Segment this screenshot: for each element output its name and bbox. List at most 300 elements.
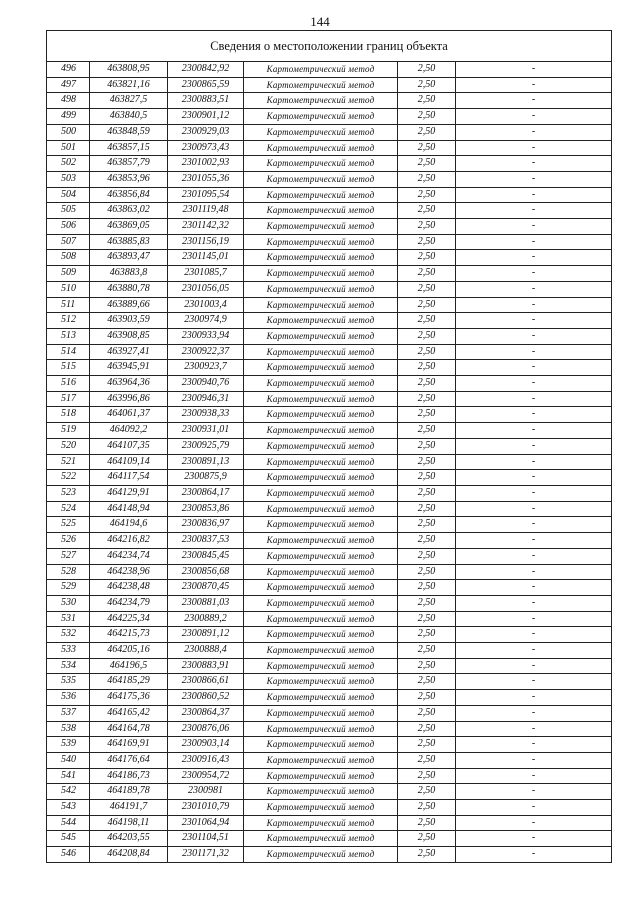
cell-precision: 2,50 <box>398 266 456 282</box>
cell-method: Картометрический метод <box>244 266 398 282</box>
cell-precision: 2,50 <box>398 219 456 235</box>
cell-method: Картометрический метод <box>244 438 398 454</box>
table-row <box>47 438 612 454</box>
cell-point-number: 509 <box>47 266 90 282</box>
table-row <box>47 266 612 282</box>
cell-x-coordinate: 464238,48 <box>90 580 168 596</box>
cell-point-number: 503 <box>47 171 90 187</box>
cell-point-number: 545 <box>47 831 90 847</box>
cell-description: - <box>456 658 612 674</box>
cell-precision: 2,50 <box>398 690 456 706</box>
cell-precision: 2,50 <box>398 674 456 690</box>
cell-x-coordinate: 464203,55 <box>90 831 168 847</box>
table-row <box>47 140 612 156</box>
cell-x-coordinate: 464176,64 <box>90 752 168 768</box>
cell-point-number: 513 <box>47 328 90 344</box>
table-row <box>47 485 612 501</box>
cell-point-number: 511 <box>47 297 90 313</box>
cell-y-coordinate: 2301119,48 <box>168 203 244 219</box>
cell-y-coordinate: 2301156,19 <box>168 234 244 250</box>
cell-point-number: 525 <box>47 517 90 533</box>
cell-description: - <box>456 140 612 156</box>
cell-method: Картометрический метод <box>244 815 398 831</box>
cell-method: Картометрический метод <box>244 93 398 109</box>
cell-point-number: 506 <box>47 219 90 235</box>
cell-precision: 2,50 <box>398 328 456 344</box>
cell-y-coordinate: 2300938,33 <box>168 407 244 423</box>
cell-y-coordinate: 2300865,59 <box>168 77 244 93</box>
cell-x-coordinate: 464185,29 <box>90 674 168 690</box>
cell-x-coordinate: 464191,7 <box>90 800 168 816</box>
cell-description: - <box>456 187 612 203</box>
cell-description: - <box>456 485 612 501</box>
cell-precision: 2,50 <box>398 77 456 93</box>
cell-y-coordinate: 2300923,7 <box>168 360 244 376</box>
table-row <box>47 564 612 580</box>
cell-y-coordinate: 2300888,4 <box>168 643 244 659</box>
table-row <box>47 517 612 533</box>
cell-y-coordinate: 2300856,68 <box>168 564 244 580</box>
cell-precision: 2,50 <box>398 611 456 627</box>
cell-precision: 2,50 <box>398 203 456 219</box>
cell-precision: 2,50 <box>398 470 456 486</box>
cell-x-coordinate: 463857,15 <box>90 140 168 156</box>
cell-point-number: 526 <box>47 533 90 549</box>
cell-y-coordinate: 2300889,2 <box>168 611 244 627</box>
cell-precision: 2,50 <box>398 171 456 187</box>
cell-x-coordinate: 464216,82 <box>90 533 168 549</box>
table-row <box>47 815 612 831</box>
cell-precision: 2,50 <box>398 438 456 454</box>
table-row <box>47 391 612 407</box>
cell-x-coordinate: 463945,91 <box>90 360 168 376</box>
table-row <box>47 705 612 721</box>
table-row <box>47 831 612 847</box>
cell-precision: 2,50 <box>398 627 456 643</box>
cell-method: Картометрический метод <box>244 407 398 423</box>
cell-method: Картометрический метод <box>244 297 398 313</box>
cell-x-coordinate: 463808,95 <box>90 62 168 78</box>
cell-x-coordinate: 464196,5 <box>90 658 168 674</box>
cell-y-coordinate: 2300876,06 <box>168 721 244 737</box>
cell-description: - <box>456 219 612 235</box>
cell-precision: 2,50 <box>398 815 456 831</box>
cell-description: - <box>456 297 612 313</box>
cell-description: - <box>456 611 612 627</box>
cell-point-number: 536 <box>47 690 90 706</box>
cell-x-coordinate: 464208,84 <box>90 847 168 863</box>
cell-precision: 2,50 <box>398 595 456 611</box>
cell-point-number: 505 <box>47 203 90 219</box>
table-row <box>47 328 612 344</box>
cell-x-coordinate: 463827,5 <box>90 93 168 109</box>
cell-x-coordinate: 463840,5 <box>90 109 168 125</box>
cell-precision: 2,50 <box>398 517 456 533</box>
table-row <box>47 548 612 564</box>
cell-description: - <box>456 156 612 172</box>
cell-method: Картометрический метод <box>244 140 398 156</box>
cell-method: Картометрический метод <box>244 391 398 407</box>
cell-point-number: 518 <box>47 407 90 423</box>
cell-point-number: 529 <box>47 580 90 596</box>
cell-method: Картометрический метод <box>244 831 398 847</box>
cell-x-coordinate: 463885,83 <box>90 234 168 250</box>
cell-description: - <box>456 815 612 831</box>
cell-description: - <box>456 454 612 470</box>
cell-precision: 2,50 <box>398 752 456 768</box>
cell-x-coordinate: 464234,74 <box>90 548 168 564</box>
cell-y-coordinate: 2300946,31 <box>168 391 244 407</box>
table-body <box>47 31 612 863</box>
cell-description: - <box>456 690 612 706</box>
cell-x-coordinate: 463856,84 <box>90 187 168 203</box>
cell-point-number: 530 <box>47 595 90 611</box>
cell-y-coordinate: 2301085,7 <box>168 266 244 282</box>
cell-point-number: 517 <box>47 391 90 407</box>
cell-point-number: 523 <box>47 485 90 501</box>
cell-point-number: 538 <box>47 721 90 737</box>
cell-description: - <box>456 407 612 423</box>
cell-y-coordinate: 2300875,9 <box>168 470 244 486</box>
cell-description: - <box>456 643 612 659</box>
table-row <box>47 454 612 470</box>
cell-method: Картометрический метод <box>244 721 398 737</box>
cell-precision: 2,50 <box>398 156 456 172</box>
table-row <box>47 219 612 235</box>
cell-description: - <box>456 171 612 187</box>
cell-y-coordinate: 2300883,51 <box>168 93 244 109</box>
cell-method: Картометрический метод <box>244 548 398 564</box>
cell-method: Картометрический метод <box>244 281 398 297</box>
cell-y-coordinate: 2301002,93 <box>168 156 244 172</box>
cell-y-coordinate: 2300973,43 <box>168 140 244 156</box>
cell-point-number: 532 <box>47 627 90 643</box>
cell-y-coordinate: 2300870,45 <box>168 580 244 596</box>
cell-precision: 2,50 <box>398 124 456 140</box>
cell-y-coordinate: 2301095,54 <box>168 187 244 203</box>
cell-point-number: 524 <box>47 501 90 517</box>
cell-point-number: 535 <box>47 674 90 690</box>
cell-precision: 2,50 <box>398 140 456 156</box>
cell-point-number: 500 <box>47 124 90 140</box>
cell-method: Картометрический метод <box>244 344 398 360</box>
table-row <box>47 847 612 863</box>
cell-point-number: 546 <box>47 847 90 863</box>
cell-y-coordinate: 2300881,03 <box>168 595 244 611</box>
cell-precision: 2,50 <box>398 847 456 863</box>
cell-x-coordinate: 463863,02 <box>90 203 168 219</box>
table-row <box>47 109 612 125</box>
table-row <box>47 643 612 659</box>
cell-y-coordinate: 2301010,79 <box>168 800 244 816</box>
cell-point-number: 508 <box>47 250 90 266</box>
table-row <box>47 250 612 266</box>
cell-precision: 2,50 <box>398 564 456 580</box>
table-row <box>47 674 612 690</box>
cell-point-number: 544 <box>47 815 90 831</box>
cell-method: Картометрический метод <box>244 454 398 470</box>
cell-point-number: 533 <box>47 643 90 659</box>
cell-point-number: 516 <box>47 376 90 392</box>
cell-x-coordinate: 464225,34 <box>90 611 168 627</box>
cell-point-number: 540 <box>47 752 90 768</box>
cell-x-coordinate: 463869,05 <box>90 219 168 235</box>
table-row <box>47 281 612 297</box>
cell-x-coordinate: 464194,6 <box>90 517 168 533</box>
cell-method: Картометрический метод <box>244 470 398 486</box>
cell-description: - <box>456 124 612 140</box>
table-title: Сведения о местоположении границ объекта <box>47 31 612 62</box>
cell-method: Картометрический метод <box>244 627 398 643</box>
table-row <box>47 752 612 768</box>
cell-description: - <box>456 344 612 360</box>
cell-y-coordinate: 2300929,03 <box>168 124 244 140</box>
cell-x-coordinate: 464189,78 <box>90 784 168 800</box>
cell-method: Картометрический метод <box>244 517 398 533</box>
cell-x-coordinate: 464186,73 <box>90 768 168 784</box>
cell-description: - <box>456 281 612 297</box>
cell-x-coordinate: 463996,86 <box>90 391 168 407</box>
cell-point-number: 527 <box>47 548 90 564</box>
cell-y-coordinate: 2300954,72 <box>168 768 244 784</box>
table-row <box>47 627 612 643</box>
cell-description: - <box>456 595 612 611</box>
table-row <box>47 234 612 250</box>
cell-precision: 2,50 <box>398 344 456 360</box>
cell-method: Картометрический метод <box>244 124 398 140</box>
cell-precision: 2,50 <box>398 391 456 407</box>
cell-precision: 2,50 <box>398 643 456 659</box>
cell-precision: 2,50 <box>398 784 456 800</box>
cell-description: - <box>456 62 612 78</box>
cell-precision: 2,50 <box>398 501 456 517</box>
cell-method: Картометрический метод <box>244 360 398 376</box>
cell-description: - <box>456 203 612 219</box>
cell-x-coordinate: 464117,54 <box>90 470 168 486</box>
cell-method: Картометрический метод <box>244 423 398 439</box>
cell-description: - <box>456 501 612 517</box>
cell-y-coordinate: 2301003,4 <box>168 297 244 313</box>
cell-point-number: 515 <box>47 360 90 376</box>
cell-y-coordinate: 2300836,97 <box>168 517 244 533</box>
cell-description: - <box>456 564 612 580</box>
cell-point-number: 507 <box>47 234 90 250</box>
cell-x-coordinate: 463908,85 <box>90 328 168 344</box>
cell-point-number: 531 <box>47 611 90 627</box>
cell-y-coordinate: 2300981 <box>168 784 244 800</box>
cell-y-coordinate: 2300837,53 <box>168 533 244 549</box>
table-row <box>47 93 612 109</box>
cell-method: Картометрический метод <box>244 847 398 863</box>
cell-method: Картометрический метод <box>244 674 398 690</box>
cell-y-coordinate: 2301142,32 <box>168 219 244 235</box>
cell-description: - <box>456 768 612 784</box>
cell-y-coordinate: 2300940,76 <box>168 376 244 392</box>
cell-description: - <box>456 627 612 643</box>
cell-point-number: 537 <box>47 705 90 721</box>
cell-y-coordinate: 2300853,86 <box>168 501 244 517</box>
cell-description: - <box>456 548 612 564</box>
cell-method: Картометрический метод <box>244 156 398 172</box>
cell-description: - <box>456 752 612 768</box>
cell-description: - <box>456 77 612 93</box>
table-row <box>47 77 612 93</box>
table-row <box>47 360 612 376</box>
cell-description: - <box>456 831 612 847</box>
cell-precision: 2,50 <box>398 62 456 78</box>
cell-description: - <box>456 784 612 800</box>
cell-precision: 2,50 <box>398 250 456 266</box>
cell-point-number: 510 <box>47 281 90 297</box>
table-row <box>47 423 612 439</box>
cell-y-coordinate: 2300931,01 <box>168 423 244 439</box>
cell-point-number: 520 <box>47 438 90 454</box>
cell-method: Картометрический метод <box>244 564 398 580</box>
cell-method: Картометрический метод <box>244 784 398 800</box>
cell-method: Картометрический метод <box>244 533 398 549</box>
table-row <box>47 721 612 737</box>
table-row <box>47 784 612 800</box>
cell-precision: 2,50 <box>398 768 456 784</box>
cell-x-coordinate: 463889,66 <box>90 297 168 313</box>
table-row <box>47 156 612 172</box>
cell-y-coordinate: 2300891,13 <box>168 454 244 470</box>
table-row <box>47 171 612 187</box>
cell-x-coordinate: 464198,11 <box>90 815 168 831</box>
cell-precision: 2,50 <box>398 376 456 392</box>
cell-y-coordinate: 2300933,94 <box>168 328 244 344</box>
cell-x-coordinate: 464107,35 <box>90 438 168 454</box>
cell-description: - <box>456 234 612 250</box>
cell-description: - <box>456 360 612 376</box>
cell-method: Картометрический метод <box>244 187 398 203</box>
cell-x-coordinate: 463893,47 <box>90 250 168 266</box>
cell-description: - <box>456 674 612 690</box>
cell-x-coordinate: 463927,41 <box>90 344 168 360</box>
cell-precision: 2,50 <box>398 800 456 816</box>
cell-x-coordinate: 464109,14 <box>90 454 168 470</box>
cell-y-coordinate: 2300842,92 <box>168 62 244 78</box>
cell-description: - <box>456 847 612 863</box>
cell-x-coordinate: 464234,79 <box>90 595 168 611</box>
cell-method: Картометрический метод <box>244 203 398 219</box>
cell-precision: 2,50 <box>398 109 456 125</box>
table-row <box>47 203 612 219</box>
cell-method: Картометрический метод <box>244 62 398 78</box>
cell-description: - <box>456 470 612 486</box>
table-row <box>47 376 612 392</box>
cell-precision: 2,50 <box>398 297 456 313</box>
cell-precision: 2,50 <box>398 313 456 329</box>
cell-point-number: 542 <box>47 784 90 800</box>
cell-x-coordinate: 464129,91 <box>90 485 168 501</box>
cell-x-coordinate: 464164,78 <box>90 721 168 737</box>
cell-precision: 2,50 <box>398 360 456 376</box>
cell-x-coordinate: 463964,36 <box>90 376 168 392</box>
cell-method: Картометрический метод <box>244 171 398 187</box>
cell-point-number: 521 <box>47 454 90 470</box>
cell-precision: 2,50 <box>398 658 456 674</box>
cell-method: Картометрический метод <box>244 768 398 784</box>
cell-x-coordinate: 463857,79 <box>90 156 168 172</box>
cell-method: Картометрический метод <box>244 376 398 392</box>
cell-precision: 2,50 <box>398 407 456 423</box>
table-row <box>47 187 612 203</box>
cell-description: - <box>456 391 612 407</box>
table-row <box>47 470 612 486</box>
cell-description: - <box>456 423 612 439</box>
table-title-row <box>47 31 612 62</box>
cell-point-number: 501 <box>47 140 90 156</box>
table-row <box>47 124 612 140</box>
table-row <box>47 768 612 784</box>
cell-y-coordinate: 2300891,12 <box>168 627 244 643</box>
cell-precision: 2,50 <box>398 454 456 470</box>
cell-x-coordinate: 463821,16 <box>90 77 168 93</box>
cell-description: - <box>456 328 612 344</box>
cell-description: - <box>456 313 612 329</box>
boundary-coordinates-table <box>46 30 612 863</box>
table-row <box>47 580 612 596</box>
table-row <box>47 595 612 611</box>
cell-y-coordinate: 2301056,05 <box>168 281 244 297</box>
table-row <box>47 344 612 360</box>
cell-method: Картометрический метод <box>244 752 398 768</box>
cell-precision: 2,50 <box>398 234 456 250</box>
cell-description: - <box>456 376 612 392</box>
table-row <box>47 658 612 674</box>
cell-y-coordinate: 2301064,94 <box>168 815 244 831</box>
cell-x-coordinate: 464205,16 <box>90 643 168 659</box>
cell-method: Картометрический метод <box>244 658 398 674</box>
cell-point-number: 541 <box>47 768 90 784</box>
cell-method: Картометрический метод <box>244 800 398 816</box>
cell-description: - <box>456 800 612 816</box>
cell-x-coordinate: 464215,73 <box>90 627 168 643</box>
cell-precision: 2,50 <box>398 831 456 847</box>
cell-method: Картометрический метод <box>244 109 398 125</box>
table-row <box>47 737 612 753</box>
cell-x-coordinate: 464175,36 <box>90 690 168 706</box>
cell-method: Картометрический метод <box>244 705 398 721</box>
table-row <box>47 611 612 627</box>
cell-point-number: 499 <box>47 109 90 125</box>
cell-x-coordinate: 463848,59 <box>90 124 168 140</box>
cell-y-coordinate: 2300925,79 <box>168 438 244 454</box>
cell-point-number: 522 <box>47 470 90 486</box>
cell-method: Картометрический метод <box>244 595 398 611</box>
cell-precision: 2,50 <box>398 423 456 439</box>
cell-point-number: 498 <box>47 93 90 109</box>
cell-point-number: 519 <box>47 423 90 439</box>
cell-y-coordinate: 2300922,37 <box>168 344 244 360</box>
cell-method: Картометрический метод <box>244 219 398 235</box>
cell-y-coordinate: 2300864,17 <box>168 485 244 501</box>
cell-x-coordinate: 464238,96 <box>90 564 168 580</box>
cell-y-coordinate: 2300866,61 <box>168 674 244 690</box>
cell-y-coordinate: 2301171,32 <box>168 847 244 863</box>
cell-point-number: 534 <box>47 658 90 674</box>
cell-description: - <box>456 250 612 266</box>
cell-x-coordinate: 463883,8 <box>90 266 168 282</box>
cell-description: - <box>456 533 612 549</box>
cell-method: Картометрический метод <box>244 643 398 659</box>
cell-point-number: 504 <box>47 187 90 203</box>
cell-precision: 2,50 <box>398 721 456 737</box>
cell-method: Картометрический метод <box>244 313 398 329</box>
table-row <box>47 533 612 549</box>
cell-precision: 2,50 <box>398 533 456 549</box>
